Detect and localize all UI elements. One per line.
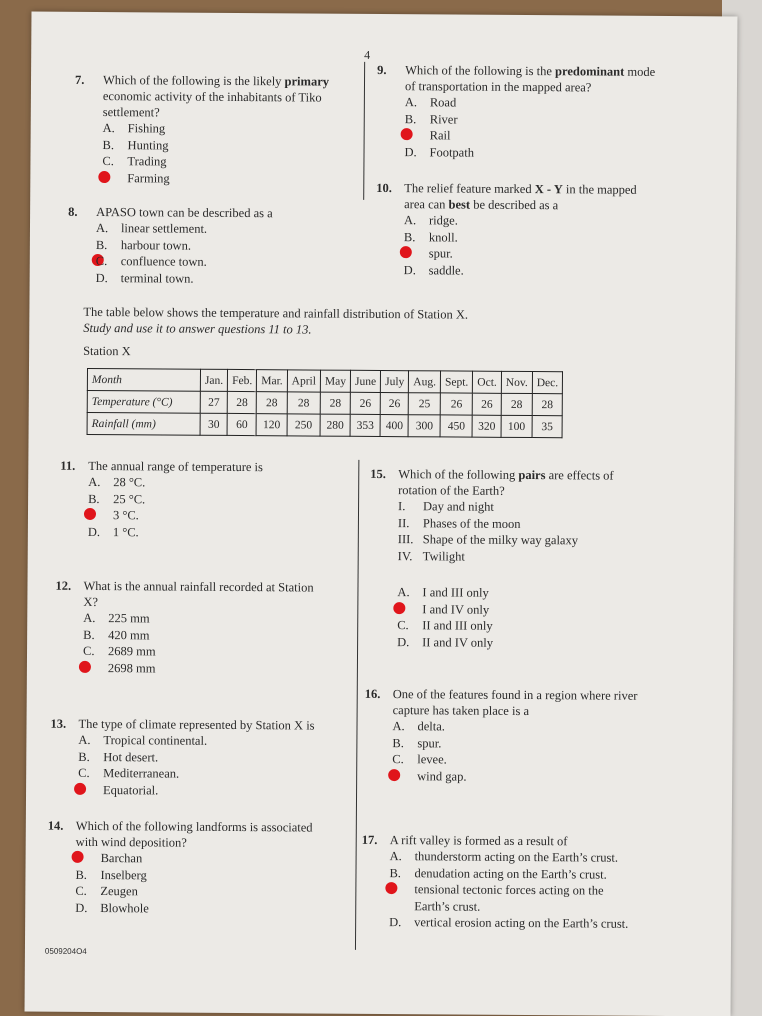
answer-mark-icon [84,508,96,520]
option-text: Road [429,95,457,110]
answer-option[interactable] [83,626,350,644]
table-cell: 28 [227,391,256,413]
option-text: Farming [127,170,170,186]
question-11 [60,458,351,542]
option-letter: D. [87,524,101,539]
question-number: 13. [50,716,67,731]
table-row [87,412,562,437]
option-text: II and III only [422,618,493,633]
option-text: Twilight [422,548,465,564]
answer-option[interactable] [83,610,350,628]
option-text: Zeugen [100,884,138,899]
answer-option[interactable] [96,237,358,255]
table-cell: 120 [256,414,287,436]
option-text: Day and night [423,499,494,514]
option-letter: D. [403,262,416,277]
table-cell: 30 [200,413,227,435]
table-cell: 320 [472,415,501,437]
table-cell: 25 [409,393,441,415]
question-10 [376,180,717,280]
option-text: Blowhole [100,900,149,915]
answer-mark-icon [385,882,397,894]
answer-mark-icon [400,246,412,258]
answer-mark-icon [393,602,405,614]
table-intro-line1: The table below shows the temperature and rainfall distribution of Station X. [83,304,469,322]
option-letter: C. [392,752,404,767]
option-text: harbour town. [120,237,192,253]
option-text: spur. [428,246,453,261]
option-letter: I. [398,499,406,514]
option-letter: B. [83,627,95,642]
option-text: delta. [417,719,445,734]
option-letter: A. [392,719,405,734]
option-text: terminal town. [120,270,194,286]
option-letter: A. [389,849,402,864]
option-letter: B. [75,867,87,882]
answer-option[interactable] [88,523,350,541]
option-letter: III. [397,532,414,547]
table-header-cell: April [287,370,320,392]
question-16 [364,686,710,786]
option-text: Shape of the milky way galaxy [422,532,579,548]
answer-option[interactable] [78,748,350,766]
answer-option[interactable] [397,634,709,653]
question-7 [74,72,365,188]
question-stem: One of the features found in a region where river [392,687,638,703]
answer-option[interactable] [96,253,358,271]
answer-option[interactable] [389,914,706,933]
option-letter: A. [95,221,109,236]
question-9 [376,62,717,162]
answer-mark-icon [98,171,110,183]
question-number: 16. [364,686,381,701]
option-text: Tropical continental. [103,733,208,748]
question-stem: X? [83,594,99,610]
question-stem: The relief feature marked X - Y in the mapped [404,181,637,197]
option-letter: A. [404,213,417,228]
option-letter: C. [102,154,114,169]
table-header-cell: Jan. [200,369,227,391]
answer-option[interactable] [103,120,365,138]
table-cell: 27 [200,391,227,413]
table-cell: 400 [380,414,408,436]
answer-option[interactable] [404,262,716,281]
answer-option[interactable] [392,768,709,787]
question-number: 9. [377,62,387,78]
option-text: II and IV only [422,634,494,650]
table-cell: 28 [257,392,288,414]
answer-mark-icon [401,128,413,140]
answer-option[interactable] [103,137,365,155]
option-letter: D. [75,900,88,915]
table-cell: Rainfall (mm) [87,412,200,435]
question-number: 14. [47,818,64,833]
option-letter: B. [392,735,404,750]
option-text: knoll. [428,229,458,245]
answer-mark-icon [74,782,86,794]
option-text: Earth’s crust. [414,898,481,914]
answer-option[interactable] [83,643,350,661]
answer-option[interactable] [96,270,358,288]
answer-mark-icon [72,851,84,863]
option-text: 225 mm [108,611,150,626]
table-header-cell: Month [87,368,200,391]
option-text: Footpath [429,144,475,160]
answer-option[interactable] [75,866,347,884]
table-header-cell: Dec. [532,372,563,394]
question-stem: What is the annual rainfall recorded at Station [83,578,314,595]
page-number: 4 [364,47,371,62]
option-text: Rail [429,128,451,143]
option-text: Inselberg [100,867,147,882]
answer-option[interactable] [96,220,358,238]
option-text: Equatorial. [103,782,159,797]
option-text: thunderstorm acting on the Earth’s crust. [414,849,619,865]
option-letter: A. [397,585,410,600]
option-text: Mediterranean. [103,766,180,781]
question-number: 8. [68,204,78,219]
answer-option[interactable] [75,883,347,901]
option-letter: A. [83,610,96,626]
station-label: Station X [83,343,131,359]
footer-code: 0509204O4 [44,946,87,956]
option-letter: D. [95,270,108,285]
question-15-answers [369,584,709,652]
table-cell: 280 [320,414,350,436]
option-letter: D. [389,915,402,930]
answer-option[interactable] [404,144,716,163]
option-letter: C. [75,883,87,898]
table-cell: 28 [320,392,350,414]
option-text: levee. [417,752,447,767]
option-text: Barchan [100,851,143,866]
option-letter: B. [95,237,108,252]
option-text: vertical erosion acting on the Earth’s crust. [414,915,629,931]
question-number: 10. [376,180,392,196]
answer-option[interactable] [83,659,350,677]
option-letter: II. [397,515,410,530]
question-8 [68,204,359,288]
answer-mark-icon [79,660,91,672]
question-13 [50,716,351,800]
question-number: 15. [370,466,386,482]
question-stem: economic activity of the inhabitants of Tiko [102,89,322,105]
option-text: saddle. [428,262,464,278]
option-letter: B. [102,137,115,152]
question-stem: The type of climate represented by Station X is [78,716,315,733]
option-text: spur. [417,735,442,750]
option-letter: C. [82,643,95,659]
table-cell: 26 [473,393,502,415]
table-cell: 100 [501,415,532,437]
question-number: 17. [361,832,378,847]
option-text: Hot desert. [103,749,159,764]
table-cell: 300 [408,415,440,437]
option-text: wind gap. [417,768,467,784]
option-letter: A. [78,732,91,747]
answer-option[interactable] [88,474,350,492]
question-stem: Which of the following pairs are effects of [398,467,614,483]
option-letter: B. [389,865,402,880]
option-letter: C. [397,618,409,633]
option-text: linear settlement. [120,221,208,236]
option-letter: A. [404,95,418,110]
question-number: 12. [55,578,72,593]
table-cell: 26 [380,392,408,414]
option-text: Trading [127,154,167,169]
table-header-cell: Feb. [228,369,257,391]
table-cell: 26 [350,392,380,414]
answer-option[interactable] [102,153,364,171]
climate-table [87,368,564,438]
option-letter: D. [397,634,410,649]
table-header-cell: May [320,370,350,392]
question-stem: APASO town can be described as a [96,205,273,221]
question-stem: Which of the following is the predominant mode [405,63,656,79]
question-stem: Which of the following is the likely primary [102,73,330,89]
option-text: Fishing [127,121,166,136]
table-header-cell: Aug. [409,371,441,393]
option-letter: C. [95,254,108,269]
option-text: I and III only [422,585,489,600]
question-stem: A rift valley is formed as a result of [389,833,568,849]
question-stem: with wind deposition? [75,834,187,850]
answer-mark-icon [388,769,400,781]
question-stem: area can best be described as a [404,197,559,213]
table-cell: 28 [532,394,563,416]
table-cell: 353 [350,414,380,436]
option-letter: B. [88,491,100,506]
table-header-cell: June [350,370,380,392]
table-header-cell: Nov. [501,371,532,393]
table-header-cell: Mar. [257,370,288,392]
option-text: 2689 mm [107,644,156,659]
question-stem: rotation of the Earth? [398,483,505,498]
option-text: 28 °C. [113,475,146,490]
question-number: 7. [74,72,85,87]
option-text: 2698 mm [107,660,156,675]
column-divider-bottom [355,460,359,950]
question-stem: The annual range of temperature is [88,458,263,475]
question-stem: settlement? [102,105,160,120]
option-text: 420 mm [108,627,150,642]
question-12 [55,578,351,678]
exam-page [25,12,738,1016]
table-intro [83,304,468,339]
option-letter: IV. [397,548,413,563]
question-17 [361,832,707,933]
option-text: Phases of the moon [422,515,521,531]
option-letter: A. [102,121,115,136]
table-header-cell: Oct. [473,371,502,393]
option-text: confluence town. [120,254,207,269]
option-text: 3 °C. [112,508,139,523]
question-stem: capture has taken place is a [392,703,530,719]
option-text: Hunting [127,137,169,153]
option-text: ridge. [429,213,458,228]
table-cell: 28 [501,393,532,415]
answer-option[interactable] [102,170,364,188]
answer-option[interactable] [75,899,347,917]
table-header-cell: Sept. [440,371,472,393]
answer-option[interactable] [88,490,350,508]
option-text: denudation acting on the Earth’s crust. [414,865,607,882]
option-letter: D. [404,144,417,159]
table-cell: 28 [287,392,320,414]
table-cell: 450 [440,415,472,437]
answer-option[interactable] [78,765,350,783]
question-14 [47,818,348,918]
option-letter: A. [88,474,101,490]
table-intro-line2: Study and use it to answer questions 11 to 13. [83,320,312,337]
question-15 [370,466,711,566]
answer-option[interactable] [88,507,350,525]
table-cell: Temperature (°C) [87,390,200,413]
answer-option[interactable] [398,548,710,567]
option-text: River [429,111,458,127]
answer-option[interactable] [78,732,350,750]
question-stem: Which of the following landforms is associated [75,818,313,835]
option-letter: B. [404,111,417,126]
option-letter: C. [78,765,90,780]
question-number: 11. [60,458,76,473]
table-cell: 250 [287,414,320,436]
answer-option[interactable] [76,850,348,868]
option-text: tensional tectonic forces acting on the [414,882,604,898]
table-cell: 60 [227,413,256,435]
option-letter: B. [78,749,90,764]
option-text: I and IV only [422,601,490,617]
option-letter: B. [403,229,416,244]
table-cell: 35 [532,416,563,438]
option-text: 25 °C. [113,491,146,506]
table-header-cell: July [381,370,409,392]
option-text: 1 °C. [112,524,139,539]
question-stem: of transportation in the mapped area? [404,79,592,95]
answer-option[interactable] [78,781,350,799]
table-cell: 26 [440,393,472,415]
